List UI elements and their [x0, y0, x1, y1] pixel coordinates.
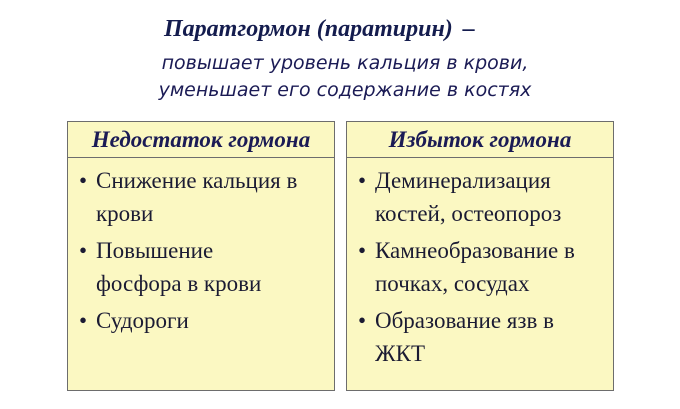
bullet-icon: •	[78, 168, 88, 193]
title-dash: –	[462, 16, 475, 42]
item-line: Камнеобразование в	[375, 238, 575, 263]
item-line: ЖКТ	[375, 341, 425, 366]
excess-heading: Избыток гормона	[347, 122, 613, 158]
bullet-icon: •	[357, 168, 367, 193]
item-line: Повышение	[96, 238, 214, 263]
item-line: фосфора в крови	[96, 271, 262, 296]
deficiency-list	[68, 164, 334, 341]
item-line: Снижение кальция в	[96, 168, 298, 193]
list-item	[347, 234, 613, 300]
bullet-icon: •	[78, 238, 88, 263]
deficiency-panel	[67, 121, 335, 391]
bullet-icon: •	[357, 238, 367, 263]
item-line: крови	[96, 201, 154, 226]
list-item	[347, 164, 613, 230]
list-item	[68, 234, 334, 300]
excess-panel	[346, 121, 614, 391]
deficiency-heading: Недостаток гормона	[68, 122, 334, 158]
item-line: костей, остеопороз	[375, 201, 562, 226]
bullet-icon: •	[357, 308, 367, 333]
list-item	[68, 164, 334, 230]
diagram-title	[164, 14, 564, 44]
item-line: Деминерализация	[375, 168, 551, 193]
item-line: Судороги	[96, 308, 189, 333]
excess-list	[347, 164, 613, 374]
title-main: Паратгормон (паратирин)	[164, 16, 453, 42]
subtitle-line-2: уменьшает его содержание в костях	[158, 79, 532, 101]
item-line: почках, сосудах	[375, 271, 530, 296]
bullet-icon: •	[78, 308, 88, 333]
list-item	[68, 304, 334, 337]
subtitle-line-1: повышает уровень кальция в крови,	[161, 52, 529, 74]
item-line: Образование язв в	[375, 308, 554, 333]
list-item	[347, 304, 613, 370]
